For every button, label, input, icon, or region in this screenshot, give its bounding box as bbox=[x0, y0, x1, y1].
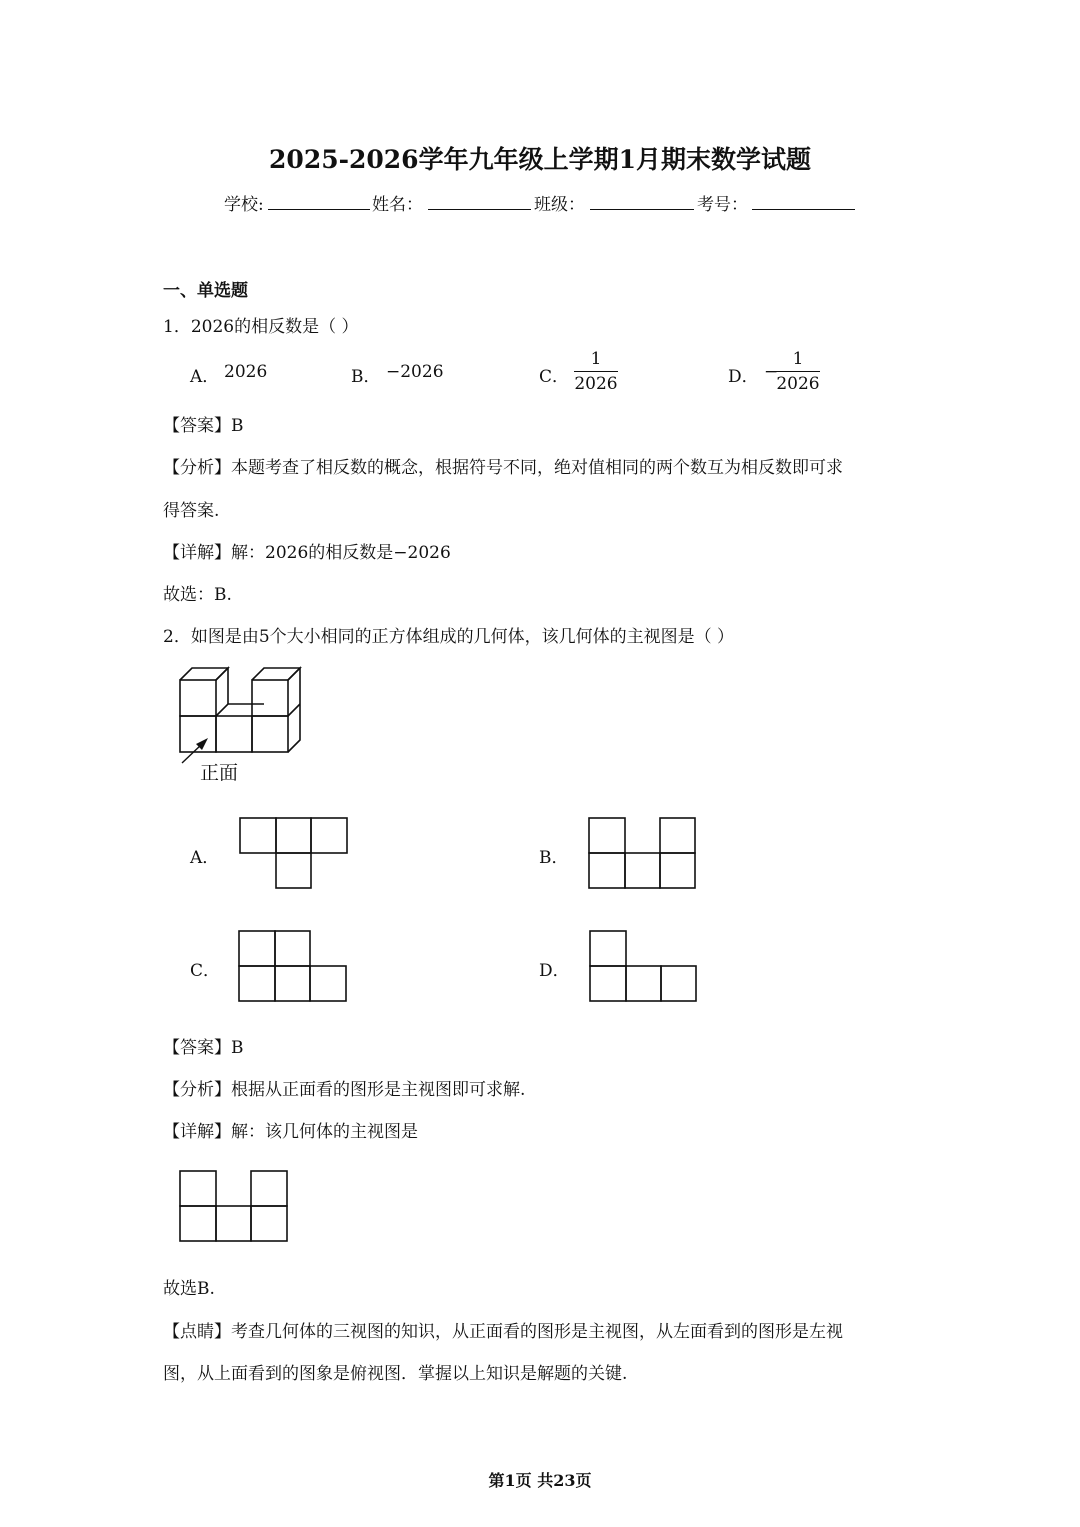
q1-option-b-letter: B． bbox=[351, 367, 381, 387]
q1-stem: 1．2026的相反数是（ ） bbox=[163, 317, 359, 337]
q2-conclusion: 故选B. bbox=[163, 1279, 215, 1299]
q2-answer: 【答案】B bbox=[163, 1038, 244, 1058]
q2-analysis: 【分析】根据从正面看的图形是主视图即可求解. bbox=[163, 1080, 526, 1100]
view-square bbox=[180, 1171, 216, 1206]
q2-remark-line1: 【点睛】考查几何体的三视图的知识，从正面看的图形是主视图，从左面看到的图形是左视 bbox=[163, 1322, 843, 1342]
q1-option-d-denominator: 2026 bbox=[776, 374, 820, 394]
class-label: 班级： bbox=[534, 195, 585, 215]
number-label: 考号： bbox=[697, 195, 748, 215]
q1-analysis-line2: 得答案. bbox=[163, 501, 220, 521]
view-square bbox=[180, 1206, 216, 1241]
section-title: 一、单选题 bbox=[163, 281, 248, 301]
q2-figure-label: 正面 bbox=[200, 762, 239, 784]
view-square bbox=[251, 1206, 287, 1241]
q2-option-d-letter: D． bbox=[539, 961, 570, 981]
q1-option-a-value: 2026 bbox=[224, 362, 268, 382]
view-square bbox=[251, 1171, 287, 1206]
q1-conclusion: 故选：B. bbox=[163, 585, 232, 605]
q1-option-c-denominator: 2026 bbox=[574, 374, 618, 394]
q2-detail: 【详解】解：该几何体的主视图是 bbox=[163, 1122, 418, 1142]
q2-option-a-letter: A． bbox=[190, 848, 220, 868]
q1-option-d-letter: D． bbox=[728, 367, 759, 387]
view-square bbox=[216, 1206, 251, 1241]
q1-option-c-numerator: 1 bbox=[590, 349, 602, 369]
q1-answer: 【答案】B bbox=[163, 416, 244, 436]
q1-detail: 【详解】解：2026的相反数是−2026 bbox=[163, 543, 451, 563]
q1-option-b-value: −2026 bbox=[386, 362, 444, 382]
q2-option-b-letter: B． bbox=[539, 848, 569, 868]
q1-option-c-letter: C． bbox=[539, 367, 570, 387]
q1-option-d-sign: − bbox=[764, 362, 779, 382]
school-label: 学校: bbox=[224, 195, 264, 215]
q2-stem: 2．如图是由5个大小相同的正方体组成的几何体，该几何体的主视图是（ ） bbox=[163, 627, 735, 647]
q2-option-c-letter: C． bbox=[190, 961, 221, 981]
page-title: 2025-2026学年九年级上学期1月期末数学试题 bbox=[269, 145, 811, 174]
q2-remark-line2: 图，从上面看到的图象是俯视图．掌握以上知识是解题的关键. bbox=[163, 1364, 628, 1384]
name-label: 姓名： bbox=[372, 195, 423, 215]
q1-option-a-letter: A． bbox=[190, 367, 220, 387]
q1-analysis-line1: 【分析】本题考查了相反数的概念，根据符号不同，绝对值相同的两个数互为相反数即可求 bbox=[163, 458, 843, 478]
page-footer: 第1页 共23页 bbox=[488, 1471, 592, 1490]
q1-option-d-numerator: 1 bbox=[792, 349, 804, 369]
